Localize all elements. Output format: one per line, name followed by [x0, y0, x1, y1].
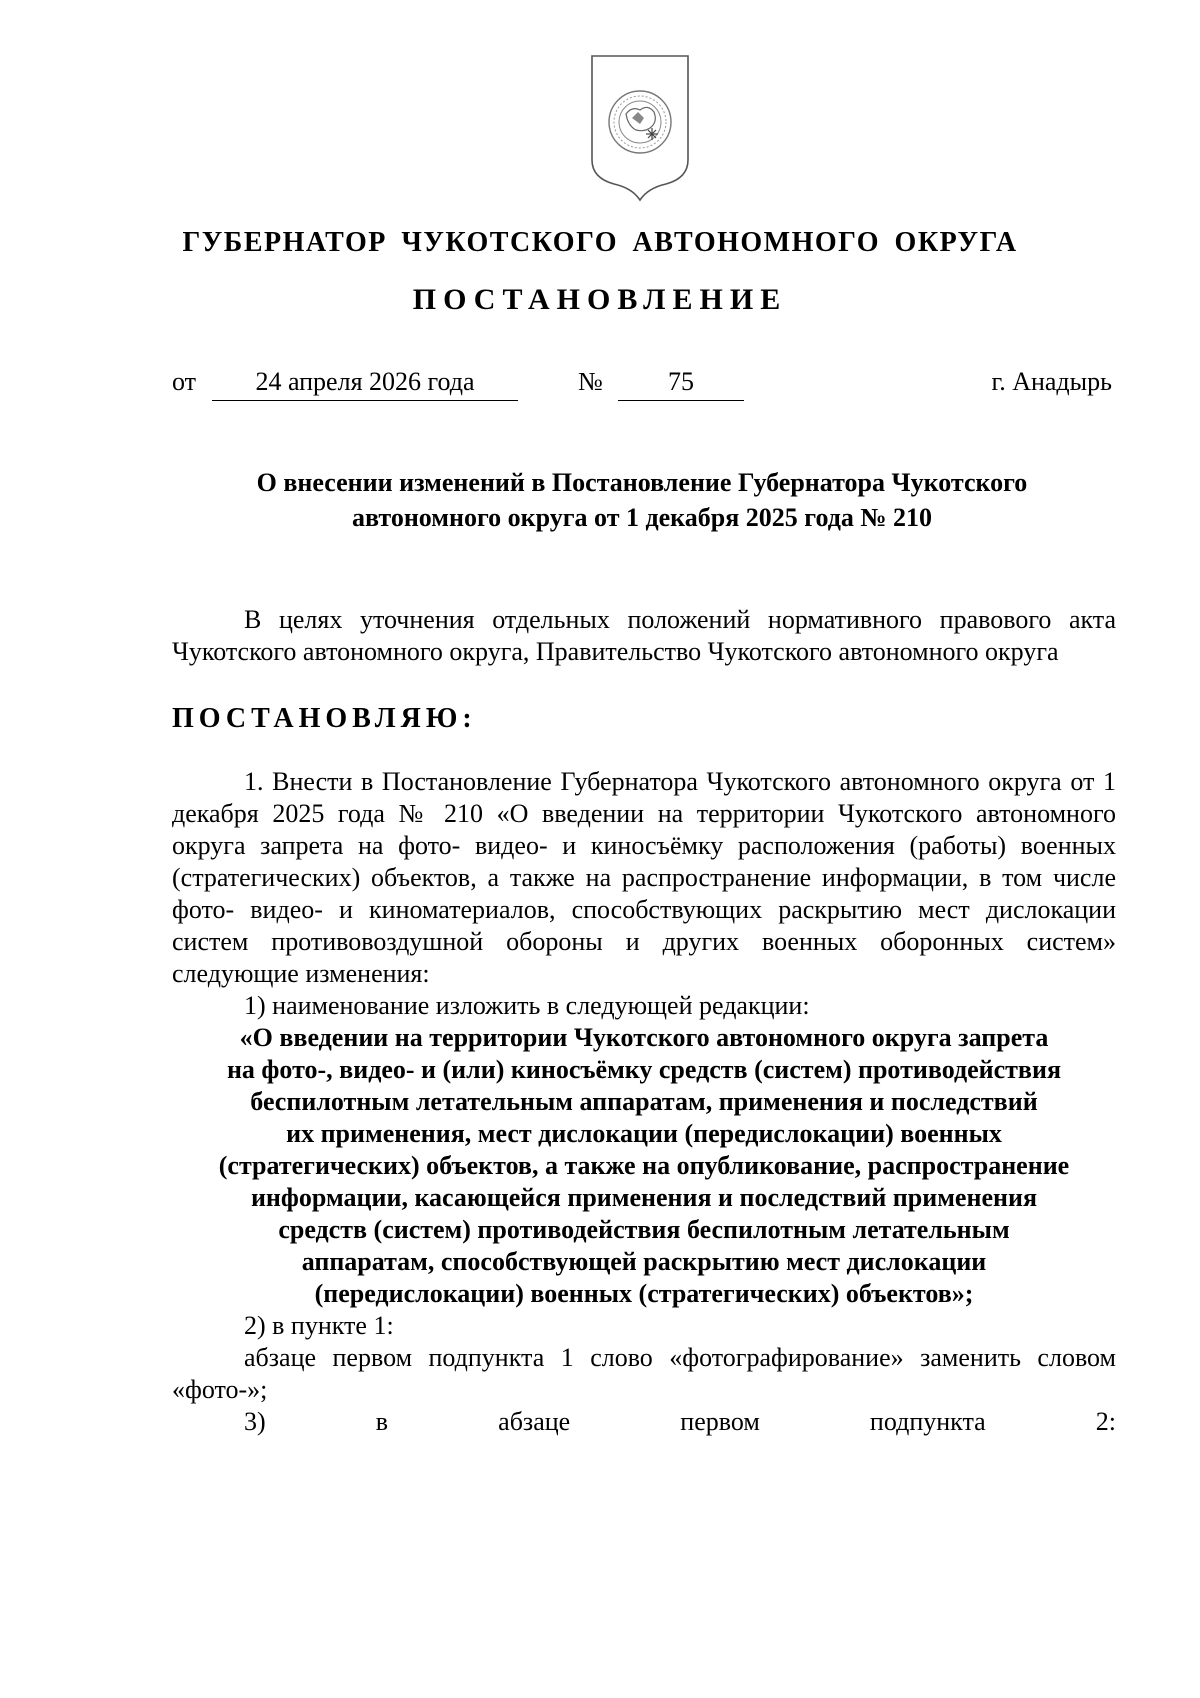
date-prefix: от — [172, 367, 197, 396]
document-type: ПОСТАНОВЛЕНИЕ — [412, 283, 788, 316]
document-date: 24 апреля 2026 года — [212, 366, 518, 401]
quote-line: аппаратам, способствующей раскрытию мест дислокации — [301, 1247, 987, 1276]
quote-line: их применения, мест дислокации (передислокации) военных — [286, 1119, 1002, 1148]
document-meta-row — [172, 366, 1112, 406]
quote-line: (стратегических) объектов, а также на опубликование, распространение — [218, 1151, 1070, 1180]
document-place: г. Анадырь — [991, 367, 1112, 396]
document-body — [172, 604, 1116, 1438]
subitem-1: 1) наименование изложить в следующей редакции: — [244, 991, 810, 1020]
quote-line: средств (систем) противодействия беспилотным летательным — [278, 1215, 1010, 1244]
issuing-authority: ГУБЕРНАТОР ЧУКОТСКОГО АВТОНОМНОГО ОКРУГА — [182, 227, 1018, 258]
quote-line: на фото-, видео- и (или) киносъёмку средств (систем) противодействия — [226, 1055, 1062, 1084]
quote-line: беспилотным летательным аппаратам, применения и последствий — [250, 1087, 1038, 1116]
subitem-2: 2) в пункте 1: — [244, 1311, 394, 1340]
subitem-3: 3) в абзаце первом подпункта 2: — [244, 1407, 1116, 1436]
quote-line: «О введении на территории Чукотского автономного округа запрета — [239, 1023, 1049, 1052]
subject-line: О внесении изменений в Постановление Губернатора Чукотского — [256, 468, 1028, 497]
number-prefix: № — [578, 367, 603, 396]
subitem-2-text: абзаце первом подпункта 1 слово «фотографирование» заменить словом «фото-»; — [172, 1343, 1116, 1404]
new-title-quote — [172, 1022, 1116, 1310]
quote-line: информации, касающейся применения и последствий применения — [250, 1183, 1038, 1212]
document-subject — [172, 465, 1112, 535]
document-number: 75 — [618, 366, 744, 401]
quote-line: (передислокации) военных (стратегических) объектов»; — [314, 1279, 974, 1308]
subject-line: автономного округа от 1 декабря 2025 года № 210 — [352, 503, 932, 532]
decree-heading: ПОСТАНОВЛЯЮ: — [172, 703, 477, 734]
coat-of-arms-icon — [588, 52, 692, 204]
preamble-paragraph: В целях уточнения отдельных положений нормативного правового акта Чукотского автономного округа, Правительство Чукотского автономного округа — [172, 605, 1116, 666]
item-1-paragraph: 1. Внести в Постановление Губернатора Чукотского автономного округа от 1 декабря 2025 года № 210 «О введении на территории Чукотского автономного округа запрета на фото- видео- и киносъёмку расположения (работы) военных (стратегических) объектов, а также на распространение информации, в том числе фото- видео- и киноматериалов, способствующих раскрытию мест дислокации систем противовоздушной обороны и других военных оборонных систем» следующие изменения: — [172, 767, 1116, 988]
